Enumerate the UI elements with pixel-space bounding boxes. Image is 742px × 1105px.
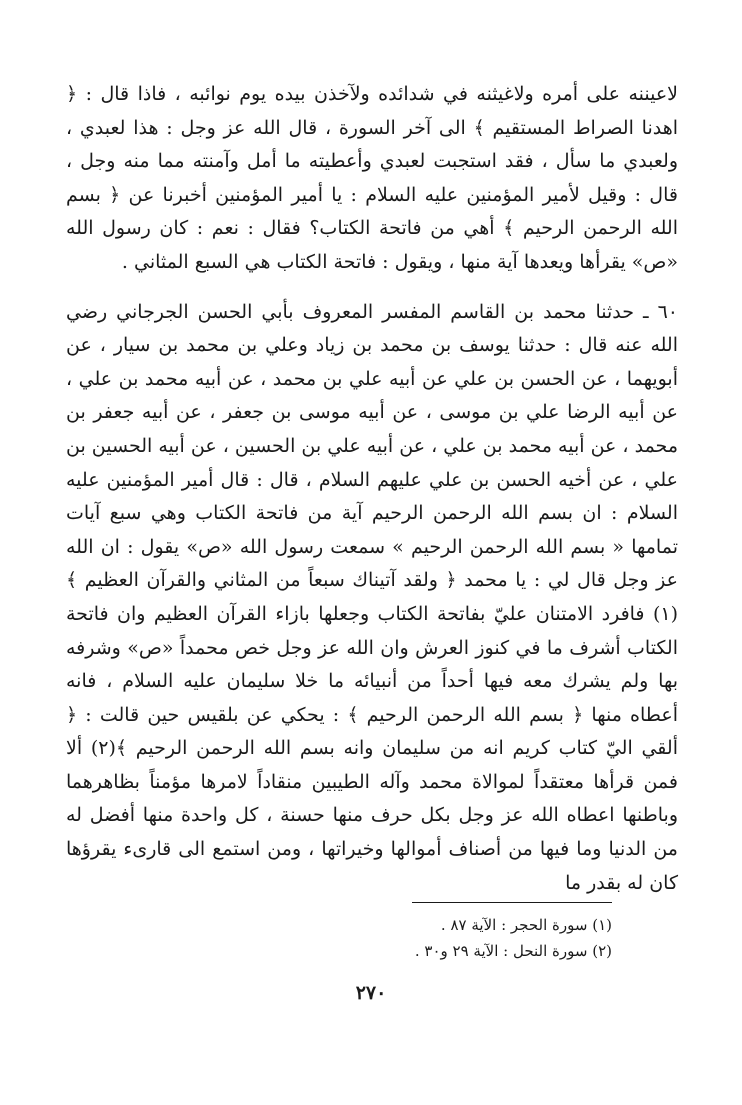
page-number: ٢٧٠ — [355, 982, 387, 1004]
paragraph-hadith-60: ٦٠ ـ حدثنا محمد بن القاسم المفسر المعروف بأبي الحسن الجرجاني رضي الله عنه قال : حدثنا يوسف بن محمد بن زياد وعلي بن محمد بن سيار ، عن أبويهما ، عن الحسن بن علي عن أبيه علي بن محمد ، عن أبيه محمد بن علي ، عن أبيه الرضا علي بن موسى ، عن أبيه موسى بن جعفر ، عن أبيه جعفر بن محمد ، عن أبيه محمد بن علي ، عن أبيه علي بن الحسين ، عن أبيه الحسين بن علي ، عن أخيه الحسن بن علي عليهم السلام ، قال : قال أمير المؤمنين عليه السلام : ان بسم الله الرحمن الرحيم آية من فاتحة الكتاب وهي سبع آيات تمامها « بسم الله الرحمن الرحيم » سمعت رسول الله «ص» يقول : ان الله عز وجل قال لي : يا محمد ﴿ ولقد آتيناك سبعاً من المثاني والقرآن العظيم ﴾(١) فافرد الامتنان عليّ بفاتحة الكتاب وجعلها بازاء القرآن العظيم وان فاتحة الكتاب أشرف ما في كنوز العرش وان الله عز وجل خص محمداً «ص» وشرفه بها ولم يشرك معه فيها أحداً من أنبيائه ما خلا سليمان عليه السلام ، فانه أعطاه منها ﴿ بسم الله الرحمن الرحيم ﴾ : يحكي عن بلقيس حين قالت : ﴿ ألقي اليّ كتاب كريم انه من سليمان وانه بسم الله الرحمن الرحيم ﴾(٢) ألا فمن قرأها معتقداً لموالاة محمد وآله الطيبين منقاداً لامرها مؤمناً بظاهرهما وباطنها اعطاه الله عز وجل بكل حرف منها حسنة ، كل واحدة منها أفضل له من الدنيا وما فيها من أصناف أموالها وخيراتها ، ومن استمع الى قارىء يقرؤها كان له بقدر ما — [66, 300, 678, 894]
main-text — [66, 78, 678, 900]
paragraph-continuation: لاعيننه على أمره ولاغيثنه في شدائده ولآخذن بيده يوم نوائبه ، فاذا قال : ﴿ اهدنا الصراط المستقيم ﴾ الى آخر السورة ، قال الله عز وجل : هذا لعبدي ، ولعبدي ما سأل ، فقد استجبت لعبدي وأعطيته ما أمل وآمنته مما منه وجل ، قال : وقيل لأمير المؤمنين عليه السلام : يا أمير المؤمنين أخبرنا عن ﴿ بسم الله الرحمن الرحيم ﴾ أهي من فاتحة الكتاب؟ فقال : نعم : كان رسول الله «ص» يقرأها ويعدها آية منها ، ويقول : فاتحة الكتاب هي السبع المثاني . — [66, 83, 678, 273]
footnote-separator — [412, 902, 612, 903]
footnote-1: (١) سورة الحجر : الآية ٨٧ . — [440, 916, 612, 934]
footnote-2: (٢) سورة النحل : الآية ٢٩ و٣٠ . — [414, 942, 612, 960]
footnotes — [66, 912, 612, 964]
